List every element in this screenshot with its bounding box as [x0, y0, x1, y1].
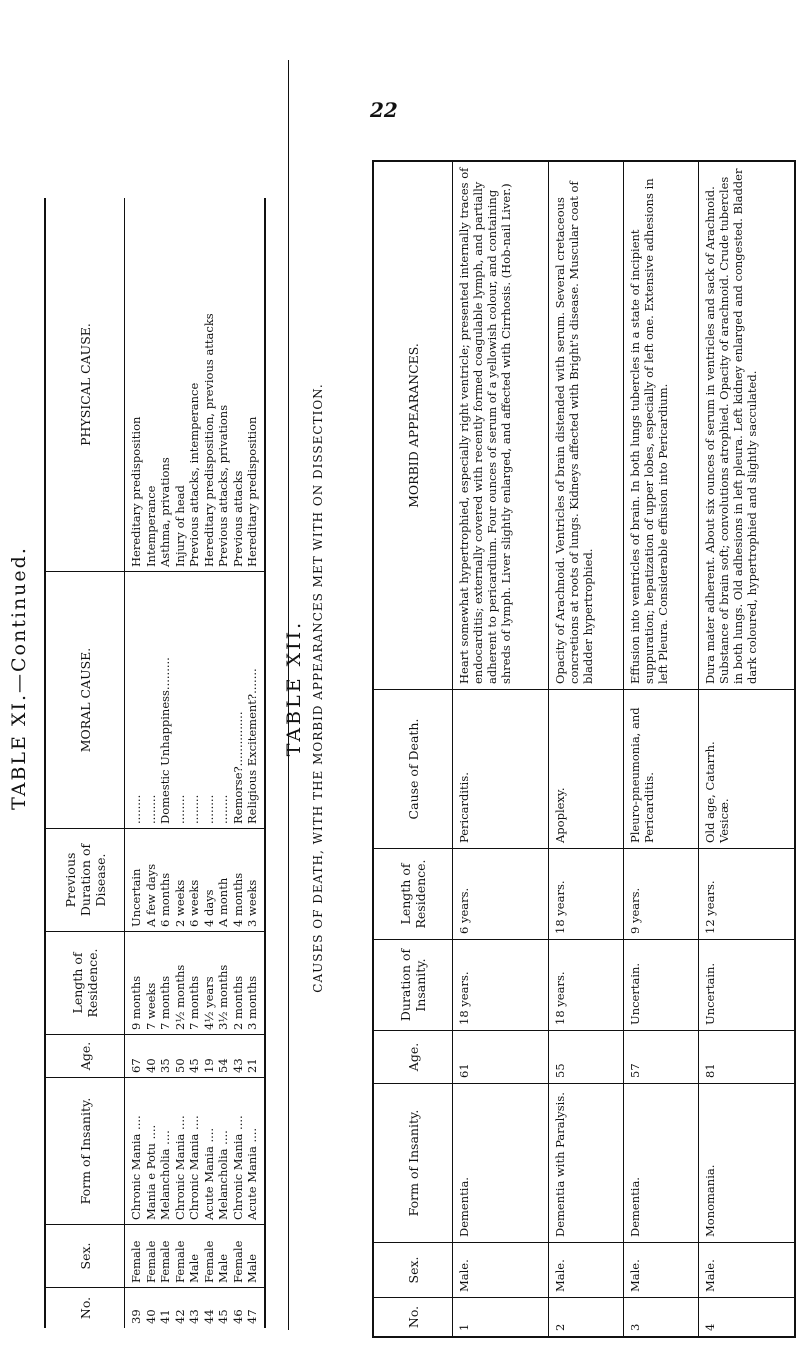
t12-form: Monomania. — [699, 1084, 796, 1243]
t12-age: 81 — [699, 1031, 796, 1084]
t11-duration: 4 months — [230, 872, 245, 927]
t12-duration: 18 years. — [453, 940, 549, 1031]
t11-residence: 9 months — [129, 975, 143, 1030]
t11-moral: ........ — [143, 794, 158, 824]
t12-header-no: No. — [373, 1298, 453, 1338]
t11-form: Chronic Mania .... — [172, 1115, 187, 1220]
t12-form: Dementia. — [453, 1084, 549, 1243]
t11-age: 21 — [245, 1058, 259, 1073]
table11 — [44, 198, 264, 1328]
t11-residence: 7 months — [187, 975, 201, 1030]
t11-physical: Intemperance — [143, 485, 158, 567]
table-row — [623, 161, 698, 1337]
t11-duration: 3 weeks — [245, 879, 259, 927]
t11-age: 35 — [158, 1058, 172, 1073]
t11-form: Melancholia .... — [216, 1130, 230, 1220]
t11-col-moral — [125, 572, 265, 829]
t11-no: 46 — [230, 1309, 245, 1324]
t11-sex: Female — [158, 1240, 172, 1283]
t11-age: 40 — [143, 1058, 158, 1073]
t11-duration: Uncertain — [129, 868, 143, 927]
t11-header-no: No. — [45, 1288, 125, 1329]
t12-age: 61 — [453, 1031, 549, 1084]
t11-moral: ........ — [216, 794, 230, 824]
t11-duration: 2 weeks — [172, 879, 187, 927]
t11-header-form: Form of Insanity. — [45, 1078, 125, 1225]
t12-sex: Male. — [623, 1243, 698, 1298]
t11-residence: 2½ months — [172, 964, 187, 1030]
table12-title: TABLE XII. — [283, 619, 305, 757]
table-row — [453, 161, 549, 1337]
t11-physical: Previous attacks, privations — [216, 404, 230, 567]
t11-moral: ........ — [187, 794, 201, 824]
t12-residence: 18 years. — [548, 849, 623, 940]
t11-physical: Asthma, privations — [158, 457, 172, 567]
t11-age: 43 — [230, 1058, 245, 1073]
t11-residence: 2 months — [230, 975, 245, 1030]
t11-age: 54 — [216, 1058, 230, 1073]
t11-age: 67 — [129, 1058, 143, 1073]
t12-header-age: Age. — [373, 1031, 453, 1084]
t11-col-residence — [125, 932, 265, 1035]
table12-subtitle: CAUSES OF DEATH, WITH THE MORBID APPEARANCES MET WITH ON DISSECTION. — [311, 383, 325, 993]
table11-title: TABLE XI.—Continued. — [8, 546, 30, 810]
t11-header-physical: PHYSICAL CAUSE. — [45, 198, 125, 572]
t11-moral: Remorse?............... — [230, 711, 245, 824]
t12-header-residence: Length of Residence. — [373, 849, 453, 940]
t12-cause: Pericarditis. — [453, 690, 549, 849]
t11-moral: Domestic Unhappiness......... — [158, 657, 172, 824]
t11-residence: 3 months — [245, 975, 259, 1030]
t11-form: Chronic Mania .... — [129, 1115, 143, 1220]
t11-residence: 3½ months — [216, 964, 230, 1030]
t12-header-morbid: MORBID APPEARANCES. — [373, 161, 453, 690]
page-number: 22 — [370, 98, 398, 122]
t12-form: Dementia with Paralysis. — [548, 1084, 623, 1243]
t11-form: Acute Mania .... — [245, 1127, 259, 1220]
t11-col-age — [125, 1035, 265, 1078]
t11-physical: Hereditary predisposition, previous attacks — [201, 313, 216, 567]
t11-form: Chronic Mania .... — [230, 1115, 245, 1220]
t11-sex: Female — [143, 1240, 158, 1283]
t12-morbid: Dura mater adherent. About six ounces of serum in ventricles and sack of Arachnoid. Substance of brain soft; convolutions atrophied. Opacity of arachnoid. Crude tubercles in both lungs. Old adhesions in left pleura. Left kidney enlarged and congested. Bladder dark coloured, hypertrophied and slightly sacculated. — [699, 161, 796, 690]
table-row — [699, 161, 796, 1337]
t11-sex: Male — [216, 1253, 230, 1283]
t12-header-sex: Sex. — [373, 1243, 453, 1298]
t11-duration: 4 days — [201, 889, 216, 927]
t11-form: Acute Mania .... — [201, 1127, 216, 1220]
t12-no: 4 — [703, 1323, 717, 1331]
t11-header-moral: MORAL CAUSE. — [45, 572, 125, 829]
t12-age: 57 — [623, 1031, 698, 1084]
t11-residence: 7 months — [158, 975, 172, 1030]
t12-no: 1 — [453, 1298, 549, 1338]
t12-cause: Pleuro-pneumonia, and Pericarditis. — [623, 690, 698, 849]
table-row — [548, 161, 623, 1337]
t12-age: 55 — [548, 1031, 623, 1084]
t11-form: Chronic Mania .... — [187, 1115, 201, 1220]
t11-no: 43 — [187, 1309, 201, 1324]
t11-no: 47 — [245, 1309, 259, 1324]
t11-sex: Female — [230, 1240, 245, 1283]
t11-col-sex — [125, 1225, 265, 1288]
t11-duration: 6 months — [158, 872, 172, 927]
t11-physical: Previous attacks, intemperance — [187, 382, 201, 567]
t11-header-duration: Previous Duration of Disease. — [45, 829, 125, 932]
t11-header-residence: Length of Residence. — [45, 932, 125, 1035]
t11-form: Mania e Potu .... — [143, 1124, 158, 1220]
t11-residence: 4½ years — [201, 976, 216, 1030]
table12 — [372, 160, 796, 1338]
t12-no: 3 — [623, 1298, 698, 1338]
t11-no: 45 — [216, 1309, 230, 1324]
t11-moral: ........ — [129, 794, 143, 824]
t11-duration: A month — [216, 877, 230, 927]
t12-duration: 18 years. — [548, 940, 623, 1031]
t12-cause: Apoplexy. — [548, 690, 623, 849]
table12-heading — [283, 38, 325, 1338]
t11-no: 41 — [158, 1309, 172, 1324]
t11-no: 40 — [143, 1309, 158, 1324]
t11-physical: Hereditary predisposition — [129, 416, 143, 567]
t12-residence: 9 years. — [623, 849, 698, 940]
t11-physical: Hereditary predisposition — [245, 416, 259, 567]
t11-age: 19 — [201, 1058, 216, 1073]
t11-header-age: Age. — [45, 1035, 125, 1078]
t11-sex: Male — [187, 1253, 201, 1283]
t12-morbid: Effusion into ventricles of brain. In both lungs tubercles in a state of incipient suppuration; hepatization of upper lobes, especially of left one. Extensive adhesions in left Pleura. Considerable effusion into Pericardium. — [623, 161, 698, 690]
t12-sex: Male. — [453, 1243, 549, 1298]
t11-duration: A few days — [143, 863, 158, 927]
t11-form: Melancholia .... — [158, 1130, 172, 1220]
t11-col-duration — [125, 829, 265, 932]
t12-cause: Old age, Catarrh. Vesicæ. — [699, 690, 796, 849]
t11-moral: ........ — [201, 794, 216, 824]
t11-moral: ........ — [172, 794, 187, 824]
t12-form: Dementia. — [623, 1084, 698, 1243]
t12-header-duration: Duration of Insanity. — [373, 940, 453, 1031]
t11-sex: Female — [172, 1240, 187, 1283]
t12-no: 2 — [548, 1298, 623, 1338]
t11-sex: Female — [129, 1240, 143, 1283]
t11-sex: Female — [201, 1240, 216, 1283]
t12-duration: Uncertain. — [623, 940, 698, 1031]
t11-duration: 6 weeks — [187, 879, 201, 927]
t11-age: 45 — [187, 1058, 201, 1073]
t11-col-form — [125, 1078, 265, 1225]
t11-age: 50 — [172, 1058, 187, 1073]
t11-no: 44 — [201, 1309, 216, 1324]
t12-sex: Male. — [548, 1243, 623, 1298]
t11-col-physical — [125, 198, 265, 572]
t11-no: 42 — [172, 1309, 187, 1324]
t12-residence: 12 years. — [699, 849, 796, 940]
t11-physical: Injury of head — [172, 485, 187, 567]
t11-sex: Male — [245, 1253, 259, 1283]
t12-residence: 6 years. — [453, 849, 549, 940]
t11-no: 39 — [129, 1309, 143, 1324]
t11-header-sex: Sex. — [45, 1225, 125, 1288]
t11-residence: 7 weeks — [143, 982, 158, 1030]
t12-morbid: Opacity of Arachnoid. Ventricles of brain distended with serum. Several cretaceous concretions at roots of lungs. Kidneys affected with Bright's disease. Muscular coat of bladder hypertrophied. — [548, 161, 623, 690]
t12-duration: Uncertain. — [699, 940, 796, 1031]
t11-col-no — [125, 1288, 265, 1329]
t12-morbid: Heart somewhat hypertrophied, especially right ventricle; presented internally traces of endocarditis; externally covered with recently formed coagulable lymph, and partially adherent to pericardium. Four ounces of serum of a yellowish colour, and containing shreds of lymph. Liver slightly enlarged, and affected with Cirrhosis. (Hob-nail Liver.) — [453, 161, 549, 690]
t12-sex: Male. — [699, 1243, 796, 1298]
t12-header-form: Form of Insanity. — [373, 1084, 453, 1243]
t11-moral: Religious Excitement?....... — [245, 668, 259, 824]
t11-physical: Previous attacks — [230, 470, 245, 567]
t12-header-cause: Cause of Death. — [373, 690, 453, 849]
